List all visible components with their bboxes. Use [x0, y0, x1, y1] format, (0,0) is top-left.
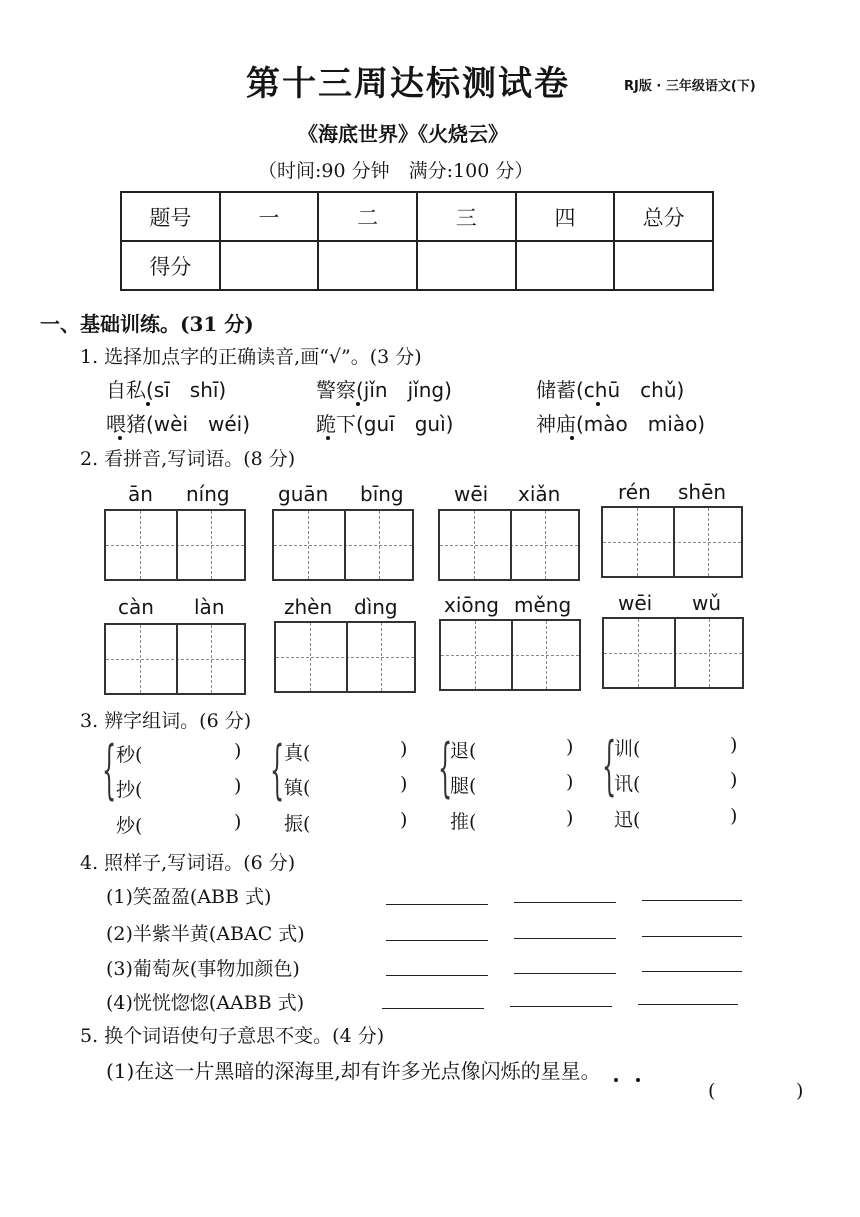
brace-icon: { — [270, 733, 285, 807]
writing-grid[interactable] — [439, 619, 581, 691]
pinyin-label: xiǎn — [518, 482, 561, 506]
q3-close: ) — [234, 740, 242, 762]
brace-icon: { — [602, 729, 617, 803]
q3-close: ) — [566, 736, 574, 758]
writing-grid[interactable] — [272, 509, 414, 581]
score-table — [120, 191, 714, 291]
pinyin-label: xiōng — [444, 593, 499, 617]
answer-blank[interactable] — [642, 971, 742, 972]
q3-char: 退( — [450, 740, 477, 762]
pinyin-label: càn — [118, 595, 154, 619]
answer-blank[interactable] — [514, 973, 616, 974]
score-input-3[interactable] — [417, 241, 516, 290]
pinyin-label: rén — [618, 480, 651, 504]
answer-blank[interactable] — [514, 902, 616, 903]
score-cell-2: 二 — [318, 192, 417, 241]
q4-item: (2)半紫半黄(ABAC 式) — [106, 923, 305, 945]
q3-close: ) — [566, 771, 574, 793]
q4-item: (1)笑盈盈(ABB 式) — [106, 886, 272, 908]
answer-blank[interactable] — [386, 904, 488, 905]
writing-grid[interactable] — [274, 621, 416, 693]
q3-char: 秒( — [116, 744, 143, 766]
score-cell-3: 三 — [417, 192, 516, 241]
pinyin-label: wēi — [618, 591, 653, 615]
pinyin-label: dìng — [354, 595, 398, 619]
time-info: （时间:90 分钟 满分:100 分） — [258, 160, 534, 182]
section-heading: 一、基础训练。(31 分) — [40, 312, 254, 336]
answer-blank[interactable] — [642, 936, 742, 937]
q3-close: ) — [234, 775, 242, 797]
writing-grid[interactable] — [104, 623, 246, 695]
q3-prompt: 3. 辨字组词。(6 分) — [80, 710, 252, 732]
writing-grid[interactable] — [602, 617, 744, 689]
emphasis-dot — [570, 436, 574, 440]
q3-close: ) — [400, 773, 408, 795]
score-input-1[interactable] — [220, 241, 319, 290]
pinyin-label: zhèn — [284, 595, 333, 619]
subtitle: 《海底世界》《火烧云》 — [298, 122, 508, 146]
edition-label: RJ版 · 三年级语文(下) — [624, 79, 756, 94]
q3-close: ) — [730, 734, 738, 756]
q3-close: ) — [730, 805, 738, 827]
q1-item[interactable]: 自私(sī shī) — [106, 378, 227, 402]
emphasis-dot — [636, 1078, 640, 1082]
q1-prompt: 1. 选择加点字的正确读音,画“√”。(3 分) — [80, 346, 422, 368]
q3-close: ) — [730, 769, 738, 791]
brace-icon: { — [438, 731, 453, 805]
score-cell-label: 题号 — [121, 192, 220, 241]
q3-close: ) — [400, 809, 408, 831]
emphasis-dot — [356, 402, 360, 406]
answer-blank[interactable] — [514, 938, 616, 939]
pinyin-label: měng — [514, 593, 572, 617]
score-cell-total: 总分 — [614, 192, 713, 241]
q3-char: 炒( — [116, 815, 143, 837]
score-row-label: 得分 — [121, 241, 220, 290]
writing-grid[interactable] — [438, 509, 580, 581]
answer-blank[interactable] — [382, 1008, 484, 1009]
q4-item: (4)恍恍惚惚(AABB 式) — [106, 992, 305, 1014]
answer-blank[interactable] — [386, 975, 488, 976]
answer-blank[interactable] — [638, 1004, 738, 1005]
emphasis-dot — [146, 402, 150, 406]
page-title: 第十三周达标测试卷 — [246, 64, 570, 104]
q1-item[interactable]: 喂猪(wèi wéi) — [106, 412, 251, 436]
score-input-4[interactable] — [516, 241, 615, 290]
emphasis-dot — [326, 436, 330, 440]
q3-close: ) — [400, 738, 408, 760]
score-cell-1: 一 — [220, 192, 319, 241]
q5-sentence: (1)在这一片黑暗的深海里,却有许多光点像闪烁的星星。 — [106, 1059, 601, 1083]
q3-char: 讯( — [614, 773, 641, 795]
answer-blank[interactable] — [510, 1006, 612, 1007]
q4-prompt: 4. 照样子,写词语。(6 分) — [80, 852, 296, 874]
pinyin-label: shēn — [678, 480, 727, 504]
pinyin-label: làn — [194, 595, 225, 619]
q3-char: 腿( — [450, 775, 477, 797]
answer-blank[interactable] — [386, 940, 488, 941]
q1-item[interactable]: 警察(jǐn jǐng) — [316, 378, 452, 402]
pinyin-label: ān — [128, 482, 153, 506]
q2-prompt: 2. 看拼音,写词语。(8 分) — [80, 448, 296, 470]
q3-char: 振( — [284, 813, 311, 835]
pinyin-label: wēi — [454, 482, 489, 506]
q1-item[interactable]: 储蓄(chū chǔ) — [536, 378, 685, 402]
pinyin-label: wǔ — [692, 591, 722, 615]
answer-paren-close: ) — [796, 1080, 804, 1102]
pinyin-label: guān — [278, 482, 329, 506]
pinyin-label: bīng — [360, 482, 404, 506]
emphasis-dot — [118, 436, 122, 440]
pinyin-label: níng — [186, 482, 230, 506]
answer-paren-open[interactable]: ( — [708, 1080, 716, 1102]
q3-char: 抄( — [116, 779, 143, 801]
emphasis-dot — [596, 402, 600, 406]
score-input-2[interactable] — [318, 241, 417, 290]
q4-item: (3)葡萄灰(事物加颜色) — [106, 958, 300, 980]
writing-grid[interactable] — [104, 509, 246, 581]
score-table-score-row — [121, 241, 713, 290]
q3-char: 训( — [614, 738, 641, 760]
q3-close: ) — [234, 811, 242, 833]
q1-item[interactable]: 神庙(mào miào) — [536, 412, 706, 436]
q3-close: ) — [566, 807, 574, 829]
q3-char: 推( — [450, 811, 477, 833]
emphasis-dot — [614, 1078, 618, 1082]
q5-prompt: 5. 换个词语使句子意思不变。(4 分) — [80, 1025, 385, 1047]
writing-grid[interactable] — [601, 506, 743, 578]
answer-blank[interactable] — [642, 900, 742, 901]
brace-icon: { — [102, 733, 117, 807]
score-input-total[interactable] — [614, 241, 713, 290]
q3-char: 迅( — [614, 809, 641, 831]
q3-char: 镇( — [284, 777, 311, 799]
q3-char: 真( — [284, 742, 311, 764]
score-cell-4: 四 — [516, 192, 615, 241]
score-table-header-row — [121, 192, 713, 241]
q1-item[interactable]: 跪下(guī guì) — [316, 412, 454, 436]
